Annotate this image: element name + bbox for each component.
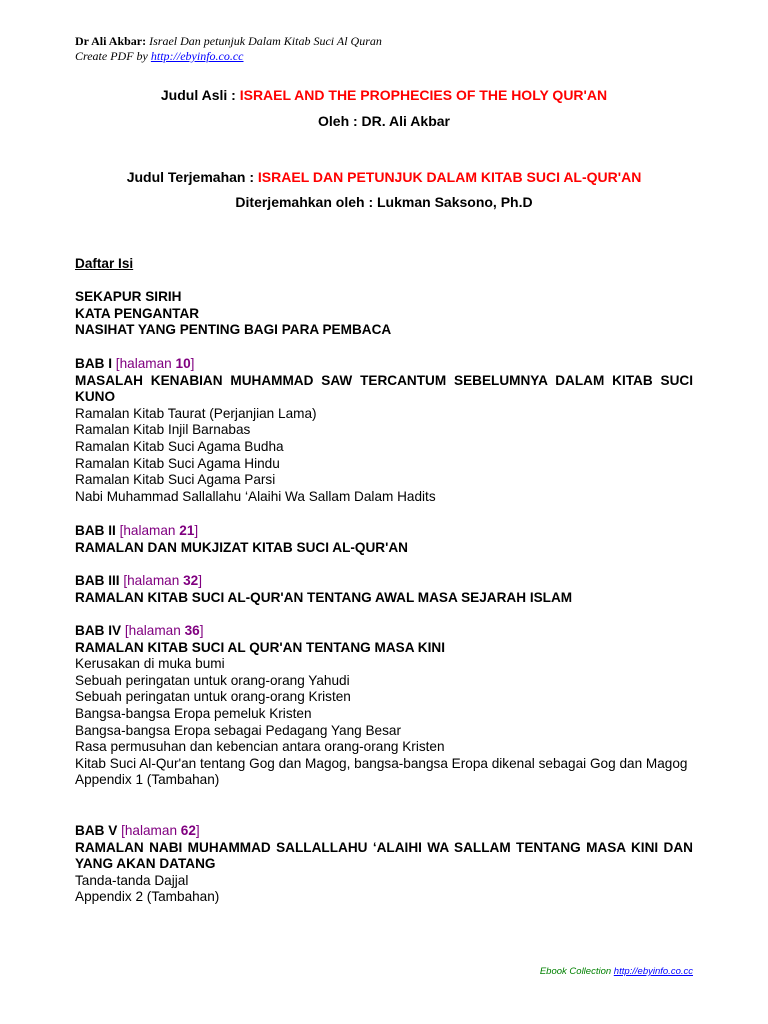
chapter-item: Ramalan Kitab Suci Agama Hindu (75, 455, 280, 471)
chapter-1 (75, 356, 693, 505)
chapter-label[interactable]: BAB V (75, 823, 118, 838)
chapter-item: Appendix 2 (Tambahan) (75, 889, 220, 905)
chapter-item: Bangsa-bangsa Eropa sebagai Pedagang Yang Besar (75, 722, 401, 738)
chapter-heading (75, 623, 693, 640)
chapter-page-ref[interactable]: [halaman 10] (115, 356, 195, 371)
page-number: 32 (183, 573, 199, 588)
toc-heading-block (75, 256, 693, 273)
intro-item[interactable]: NASIHAT YANG PENTING BAGI PARA PEMBACA (75, 322, 392, 338)
intro-item[interactable]: SEKAPUR SIRIH (75, 289, 182, 304)
translator-line: Diterjemahkan oleh : Lukman Saksono, Ph.D (235, 194, 533, 210)
chapter-item: Sebuah peringatan untuk orang-orang Yahudi (75, 672, 350, 688)
toc-heading: Daftar Isi (75, 256, 134, 271)
chapter-heading (75, 823, 693, 840)
original-title-label: Judul Asli : (160, 87, 240, 103)
original-title-line (0, 87, 768, 104)
author-line: Oleh : DR. Ali Akbar (318, 113, 450, 129)
chapter-title: RAMALAN KITAB SUCI AL QUR'AN TENTANG MASA KINI (75, 639, 445, 655)
chapter-2 (75, 523, 693, 556)
chapter-item: Nabi Muhammad Sallallahu ‘Alaihi Wa Sallam Dalam Hadits (75, 488, 436, 504)
page-word: halaman (124, 823, 178, 838)
page-word: halaman (127, 573, 180, 588)
chapter-page-ref[interactable]: [halaman 32] (123, 573, 202, 588)
chapter-item: Tanda-tanda Dajjal (75, 872, 189, 888)
chapter-item: Kitab Suci Al-Qur'an tentang Gog dan Magog, bangsa-bangsa Eropa dikenal sebagai Gog dan Magog (75, 755, 688, 771)
chapter-title: RAMALAN NABI MUHAMMAD SALLALLAHU ‘ALAIHI WA SALLAM TENTANG MASA KINI DAN YANG AKAN DATANG (75, 839, 693, 872)
chapter-item: Kerusakan di muka bumi (75, 656, 225, 672)
chapter-item: Ramalan Kitab Injil Barnabas (75, 422, 251, 438)
footer-label: Ebook Collection (539, 966, 612, 977)
chapter-label[interactable]: BAB II (75, 523, 116, 538)
chapter-title: RAMALAN KITAB SUCI AL-QUR'AN TENTANG AWAL MASA SEJARAH ISLAM (75, 589, 573, 605)
translation-title-line (0, 169, 768, 186)
intro-item[interactable]: KATA PENGANTAR (75, 305, 200, 321)
page-number: 36 (184, 623, 200, 638)
chapter-page-ref[interactable]: [halaman 21] (119, 523, 199, 538)
chapter-item: Ramalan Kitab Suci Agama Budha (75, 438, 284, 454)
running-header (75, 34, 382, 48)
intro-list (75, 289, 693, 339)
page-word: halaman (119, 356, 172, 371)
page-number: 62 (180, 823, 196, 838)
chapter-title: RAMALAN DAN MUKJIZAT KITAB SUCI AL-QUR'AN (75, 539, 408, 555)
chapter-3 (75, 573, 693, 606)
page-word: halaman (128, 623, 181, 638)
chapter-4 (75, 623, 693, 789)
chapter-label[interactable]: BAB IV (75, 623, 122, 638)
footer-link[interactable]: http://ebyinfo.co.cc (613, 966, 693, 977)
chapter-page-ref[interactable]: [halaman 62] (121, 823, 200, 838)
header-title: Israel Dan petunjuk Dalam Kitab Suci Al Quran (149, 34, 382, 48)
chapter-heading (75, 356, 693, 373)
create-prefix: Create PDF by (75, 49, 148, 63)
chapter-label[interactable]: BAB III (75, 573, 120, 588)
chapter-5 (75, 823, 693, 906)
chapter-heading (75, 573, 693, 590)
chapter-item: Sebuah peringatan untuk orang-orang Kristen (75, 689, 351, 705)
chapter-item: Ramalan Kitab Suci Agama Parsi (75, 472, 276, 488)
chapter-item: Appendix 1 (Tambahan) (75, 772, 220, 788)
original-title: ISRAEL AND THE PROPHECIES OF THE HOLY QUR'AN (239, 87, 608, 103)
chapter-item: Bangsa-bangsa Eropa pemeluk Kristen (75, 705, 312, 721)
chapter-heading (75, 523, 693, 540)
footer (540, 966, 693, 978)
translation-title: ISRAEL DAN PETUNJUK DALAM KITAB SUCI AL-QUR'AN (257, 169, 642, 185)
page-number: 21 (179, 523, 195, 538)
chapter-page-ref[interactable]: [halaman 36] (124, 623, 204, 638)
header-author: Dr Ali Akbar: (75, 34, 147, 48)
translation-title-label: Judul Terjemahan : (126, 169, 258, 185)
page-word: halaman (123, 523, 176, 538)
chapter-label[interactable]: BAB I (75, 356, 113, 371)
chapter-item: Ramalan Kitab Taurat (Perjanjian Lama) (75, 405, 317, 421)
create-pdf-line (75, 49, 244, 63)
header-link[interactable]: http://ebyinfo.co.cc (150, 49, 244, 63)
chapter-title: MASALAH KENABIAN MUHAMMAD SAW TERCANTUM SEBELUMNYA DALAM KITAB SUCI KUNO (75, 372, 693, 405)
page-number: 10 (175, 356, 191, 371)
chapter-item: Rasa permusuhan dan kebencian antara orang-orang Kristen (75, 739, 445, 755)
